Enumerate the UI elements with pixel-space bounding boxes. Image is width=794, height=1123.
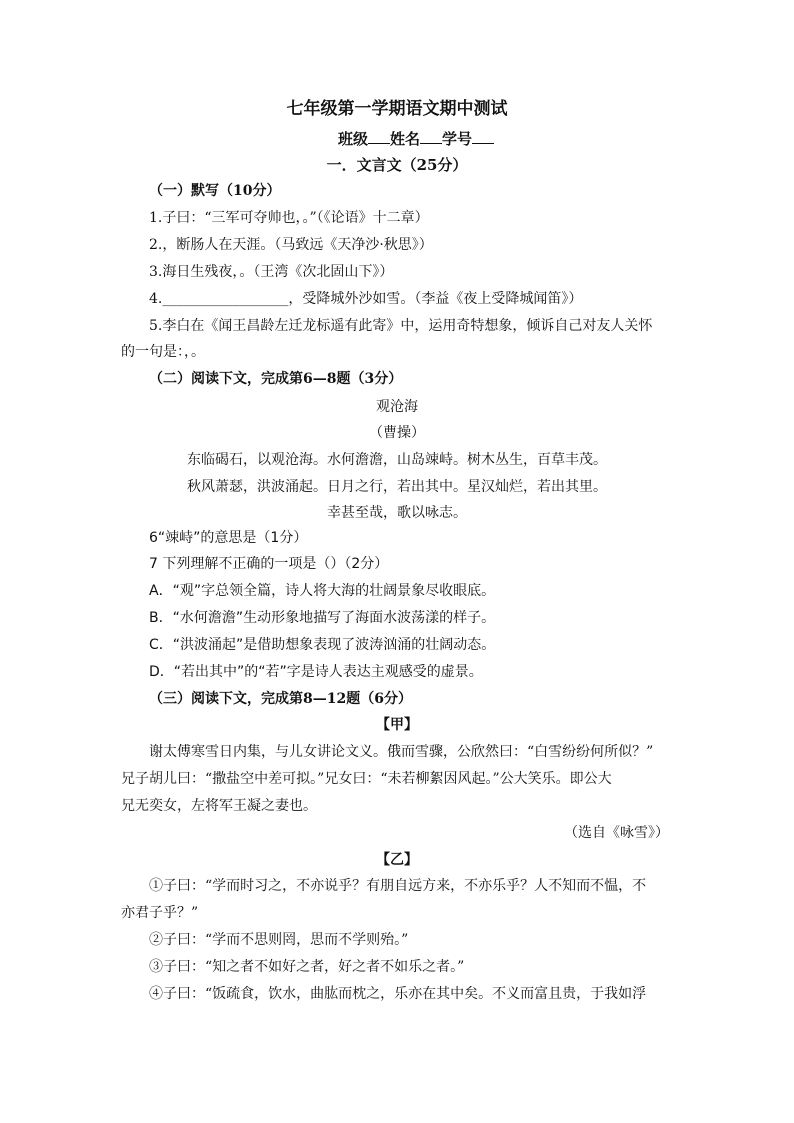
poem-title: 观沧海 [376,399,418,415]
text-yi-line-5: ④子曰：“饭疏食，饮水，曲肱而枕之，乐亦在其中矣。不义而富且贵，于我如浮 [149,986,647,1002]
option-c: C．“洪波涌起”是借助想象表现了波涛汹涌的壮阔动态。 [149,637,496,653]
part1-item-5: 5.李白在《闻王昌龄左迁龙标遥有此寄》中，运用奇特想象，倾诉自己对友人关怀 [149,318,653,334]
student-info-line [338,129,494,149]
part3-heading: （三）阅读下文，完成第8—12题（6分） [149,691,412,707]
part1-heading: （一）默写（10分） [149,183,281,199]
text-yi-line-1: ①子曰：“学而时习之，不亦说乎？有朋自远方来，不亦乐乎？人不知而不愠，不 [149,878,647,894]
text-jia-line-3: 兄无奕女，左将军王凝之妻也。 [121,798,317,814]
poem-line-1: 东临碣石，以观沧海。水何澹澹，山岛竦峙。树木丛生，百草丰茂。 [187,452,607,468]
part1-item-4: 4.__________________，受降城外沙如雪。（李益《夜上受降城闻笛》） [149,291,583,307]
text-yi-line-3: ②子曰：“学而不思则罔，思而不学则殆。” [149,932,409,948]
question-7: 7 下列理解不正确的一项是（）（2分） [149,556,389,572]
name-blank[interactable] [420,129,442,144]
id-label: 学号 [442,130,473,148]
exam-title: 七年级第一学期语文期中测试 [286,99,508,119]
part1-item-3: 3.海日生残夜，。（王湾《次北固山下》） [149,264,394,280]
text-jia-line-2: 兄子胡儿曰：“撒盐空中差可拟。”兄女曰：“未若柳絮因风起。”公大笑乐。即公大 [121,771,612,787]
option-d: D．“若出其中”的“若”字是诗人表达主观感受的虚景。 [149,664,483,680]
part1-item-5-cont: 的一句是：，。 [121,344,205,360]
poem-line-2: 秋风萧瑟，洪波涌起。日月之行，若出其中。星汉灿烂，若出其里。 [187,479,607,495]
question-6: 6“竦峙”的意思是（1分） [149,530,308,546]
text-yi-label: 【乙】 [376,852,418,868]
text-yi-line-2: 亦君子乎？” [121,905,199,921]
class-label: 班级 [338,130,369,148]
poem-line-3: 幸甚至哉，歌以咏志。 [327,505,467,521]
class-blank[interactable] [368,129,390,144]
option-b: B．“水何澹澹”生动形象地描写了海面水波荡漾的样子。 [149,610,496,626]
text-jia-label: 【甲】 [376,717,418,733]
option-a: A．“观”字总领全篇，诗人将大海的壮阔景象尽收眼底。 [149,583,496,599]
text-jia-line-1: 谢太傅寒雪日内集，与儿女讲论文义。俄而雪骤，公欣然曰：“白雪纷纷何所似？” [149,744,654,760]
section-title-classical: 一．文言文（25分） [326,156,468,174]
id-blank[interactable] [472,129,494,144]
name-label: 姓名 [390,130,421,148]
part2-heading: （二）阅读下文，完成第6—8题（3分） [149,371,403,387]
text-jia-source: （选自《咏雪》） [564,825,669,841]
text-yi-line-4: ③子曰：“知之者不如好之者，好之者不如乐之者。” [149,959,465,975]
part1-item-1: 1.子曰：“三军可夺帅也，。”（《论语》十二章） [149,210,429,226]
part1-item-2: 2.，断肠人在天涯。（马致远《天净沙·秋思》） [149,237,433,253]
poem-author: （曹操） [369,425,425,441]
